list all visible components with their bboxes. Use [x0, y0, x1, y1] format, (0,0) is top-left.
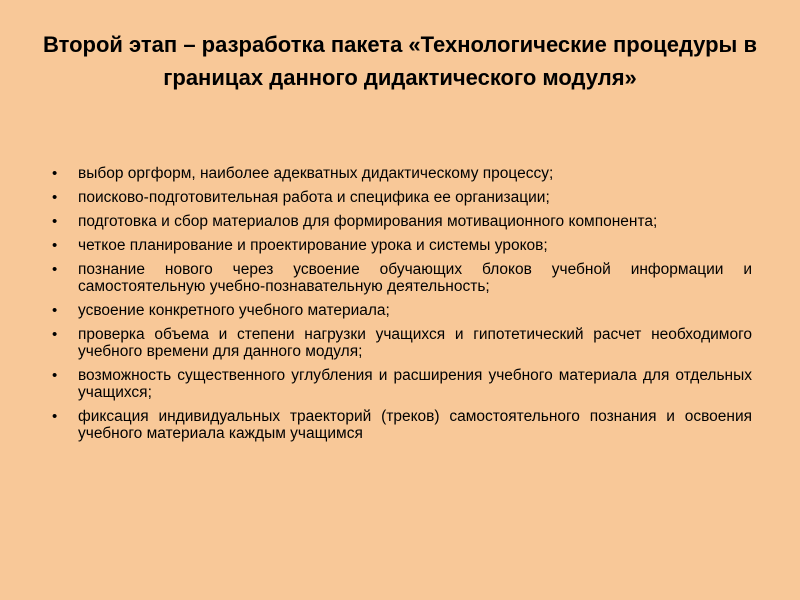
list-item-text: поисково-подготовительная работа и специфика ее организации; — [78, 189, 550, 206]
bullet-list — [52, 165, 752, 449]
bullet-icon: • — [52, 367, 58, 384]
list-item — [52, 367, 752, 401]
bullet-icon: • — [52, 302, 58, 319]
bullet-icon: • — [52, 237, 58, 254]
list-item — [52, 326, 752, 360]
list-item-text: возможность существенного углубления и расширения учебного материала для отдельных учащихся; — [78, 367, 752, 401]
bullet-icon: • — [52, 326, 58, 343]
list-item — [52, 189, 752, 206]
bullet-icon: • — [52, 165, 58, 182]
list-item-text: фиксация индивидуальных траекторий (треков) самостоятельного познания и освоения учебного материала каждым учащимся — [78, 408, 752, 442]
bullet-icon: • — [52, 189, 58, 206]
bullet-icon: • — [52, 408, 58, 425]
list-item — [52, 165, 752, 182]
list-item — [52, 302, 752, 319]
list-item — [52, 237, 752, 254]
list-item — [52, 213, 752, 230]
bullet-icon: • — [52, 213, 58, 230]
list-item-text: усвоение конкретного учебного материала; — [78, 302, 390, 319]
slide-title: Второй этап – разработка пакета «Технологические процедуры в границах данного дидактического модуля» — [43, 32, 757, 90]
list-item-text: четкое планирование и проектирование урока и системы уроков; — [78, 237, 548, 254]
list-item-text: выбор оргформ, наиболее адекватных дидактическому процессу; — [78, 165, 554, 182]
list-item-text: подготовка и сбор материалов для формирования мотивационного компонента; — [78, 213, 658, 230]
list-item — [52, 261, 752, 295]
list-item-text: познание нового через усвоение обучающих блоков учебной информации и самостоятельную учебно-познавательную деятельность; — [78, 261, 752, 295]
list-item-text: проверка объема и степени нагрузки учащихся и гипотетический расчет необходимого учебного времени для данного модуля; — [78, 326, 752, 360]
list-item — [52, 408, 752, 442]
bullet-icon: • — [52, 261, 58, 278]
